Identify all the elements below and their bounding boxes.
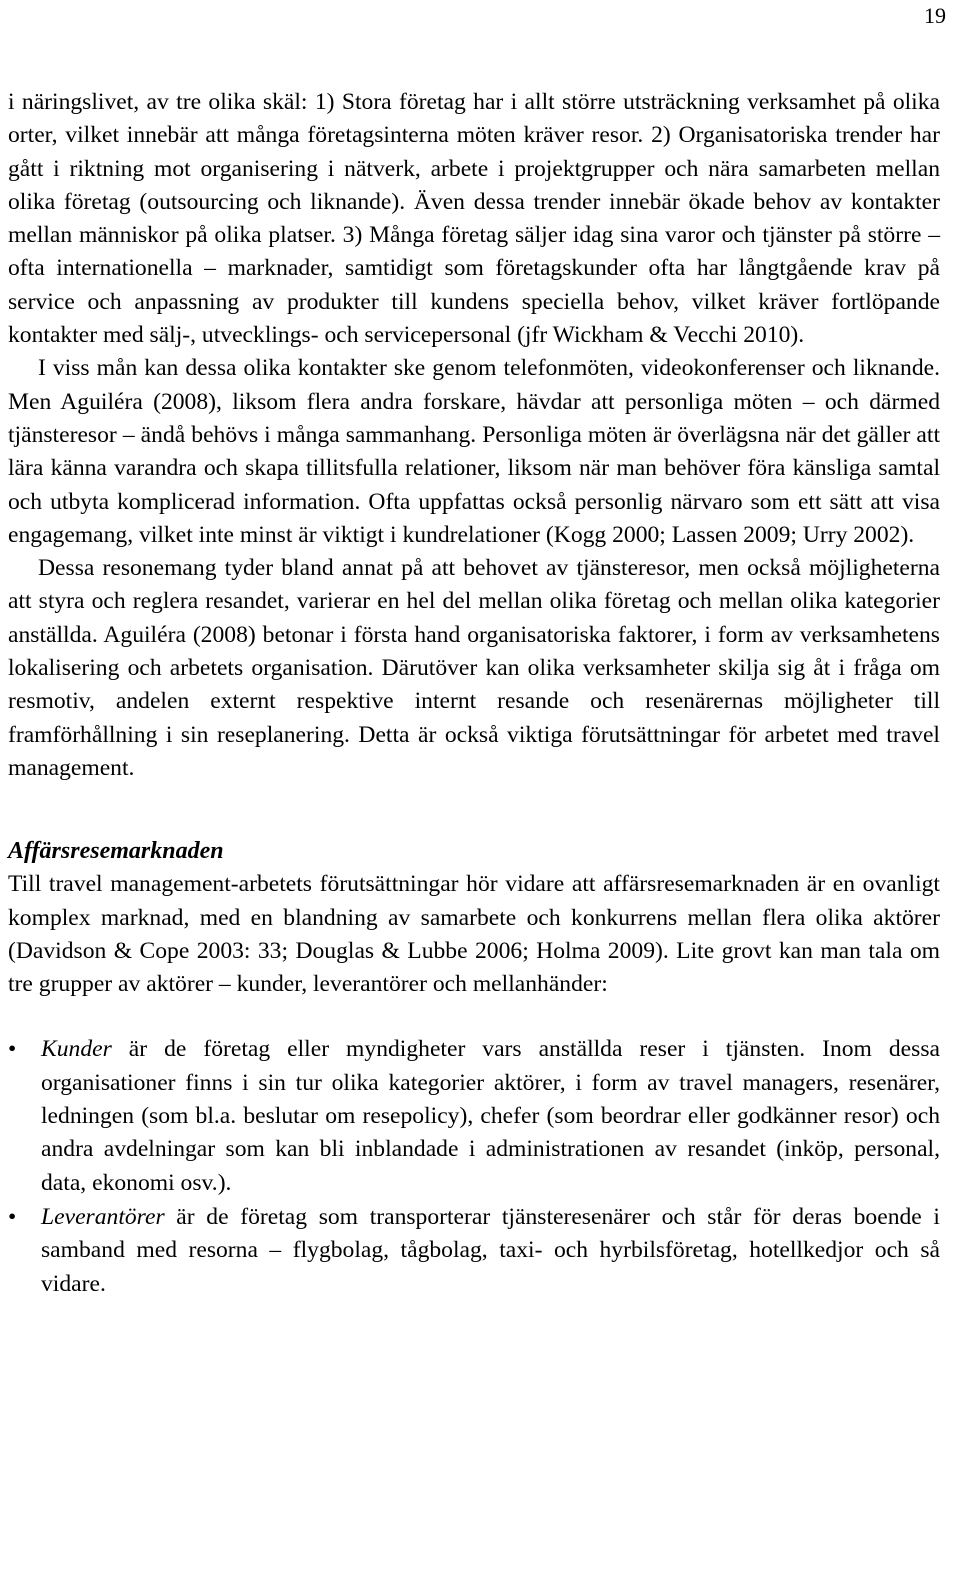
page-number: 19	[924, 3, 946, 28]
paragraph: i näringslivet, av tre olika skäl: 1) Stora företag har i allt större utsträckning verksamhet på olika orter, vilket innebär att många företagsinterna möten kräver resor. 2) Organisatoriska trender har gått i riktning mot organisering i nätverk, arbete i projektgrupper och nära samarbeten mellan olika företag (outsourcing och liknande). Även dessa trender innebär ökade behov av kontakter mellan människor på olika platser. 3) Många företag säljer idag sina varor och tjänster på större – ofta internationella – marknader, samtidigt som företagskunder ofta har långtgående krav på service och anpassning av produkter till kundens speciella behov, vilket kräver fortlöpande kontakter med sälj-, utvecklings- och servicepersonal (jfr Wickham & Vecchi 2010).	[8, 89, 940, 349]
list-item-term: Leverantörer	[41, 1203, 165, 1230]
list-item-term: Kunder	[41, 1036, 112, 1063]
list-item	[8, 1201, 940, 1301]
document-body	[8, 86, 940, 1302]
actor-list	[8, 1033, 940, 1300]
section-intro-paragraph: Till travel management-arbetets förutsättningar hör vidare att affärsresemarknaden är en ovanligt komplex marknad, med en blandning av samarbete och konkurrens mellan flera olika aktörer (Davidson & Cope 2003: 33; Douglas & Lubbe 2006; Holma 2009). Lite grovt kan man tala om tre grupper av aktörer – kunder, leverantörer och mellanhänder:	[8, 871, 940, 998]
list-item-text: är de företag eller myndigheter vars anställda reser i tjänsten. Inom dessa organisationer finns i sin tur olika kategorier aktörer, i form av travel managers, resenärer, ledningen (som bl.a. beslutar om resepolicy), chefer (som beordrar eller godkänner resor) och andra avdelningar som kan bli inblandade i administrationen av resandet (inköp, personal, data, ekonomi osv.).	[41, 1036, 940, 1196]
bullet-icon: •	[8, 1203, 17, 1230]
paragraph: Dessa resonemang tyder bland annat på att behovet av tjänsteresor, men också möjligheterna att styra och reglera resandet, varierar en hel del mellan olika företag och mellan olika kategorier anställda. Aguiléra (2008) betonar i första hand organisatoriska faktorer, i form av verksamhetens lokalisering och arbetets organisation. Därutöver kan olika verksamheter skilja sig åt i fråga om resmotiv, andelen externt respektive internt resande och resenärernas möjligheter till framförhållning i sin reseplanering. Detta är också viktiga förutsättningar för arbetet med travel management.	[8, 555, 940, 781]
list-item	[8, 1033, 940, 1199]
section-heading: Affärsresemarknaden	[8, 838, 224, 865]
list-item-text: är de företag som transporterar tjänsteresenärer och står för deras boende i samband med resorna – flygbolag, tågbolag, taxi- och hyrbilsföretag, hotellkedjor och så vidare.	[41, 1203, 940, 1297]
paragraph: I viss mån kan dessa olika kontakter ske genom telefonmöten, videokonferenser och liknande. Men Aguiléra (2008), liksom flera andra forskare, hävdar att personliga möten – och därmed tjänsteresor – ändå behövs i många sammanhang. Personliga möten är överlägsna när det gäller att lära känna varandra och skapa tillitsfulla relationer, liksom när man behöver föra känsliga samtal och utbyta komplicerad information. Ofta uppfattas också personlig närvaro som ett sätt att visa engagemang, vilket inte minst är viktigt i kundrelationer (Kogg 2000; Lassen 2009; Urry 2002).	[8, 355, 940, 548]
bullet-icon: •	[8, 1036, 17, 1063]
